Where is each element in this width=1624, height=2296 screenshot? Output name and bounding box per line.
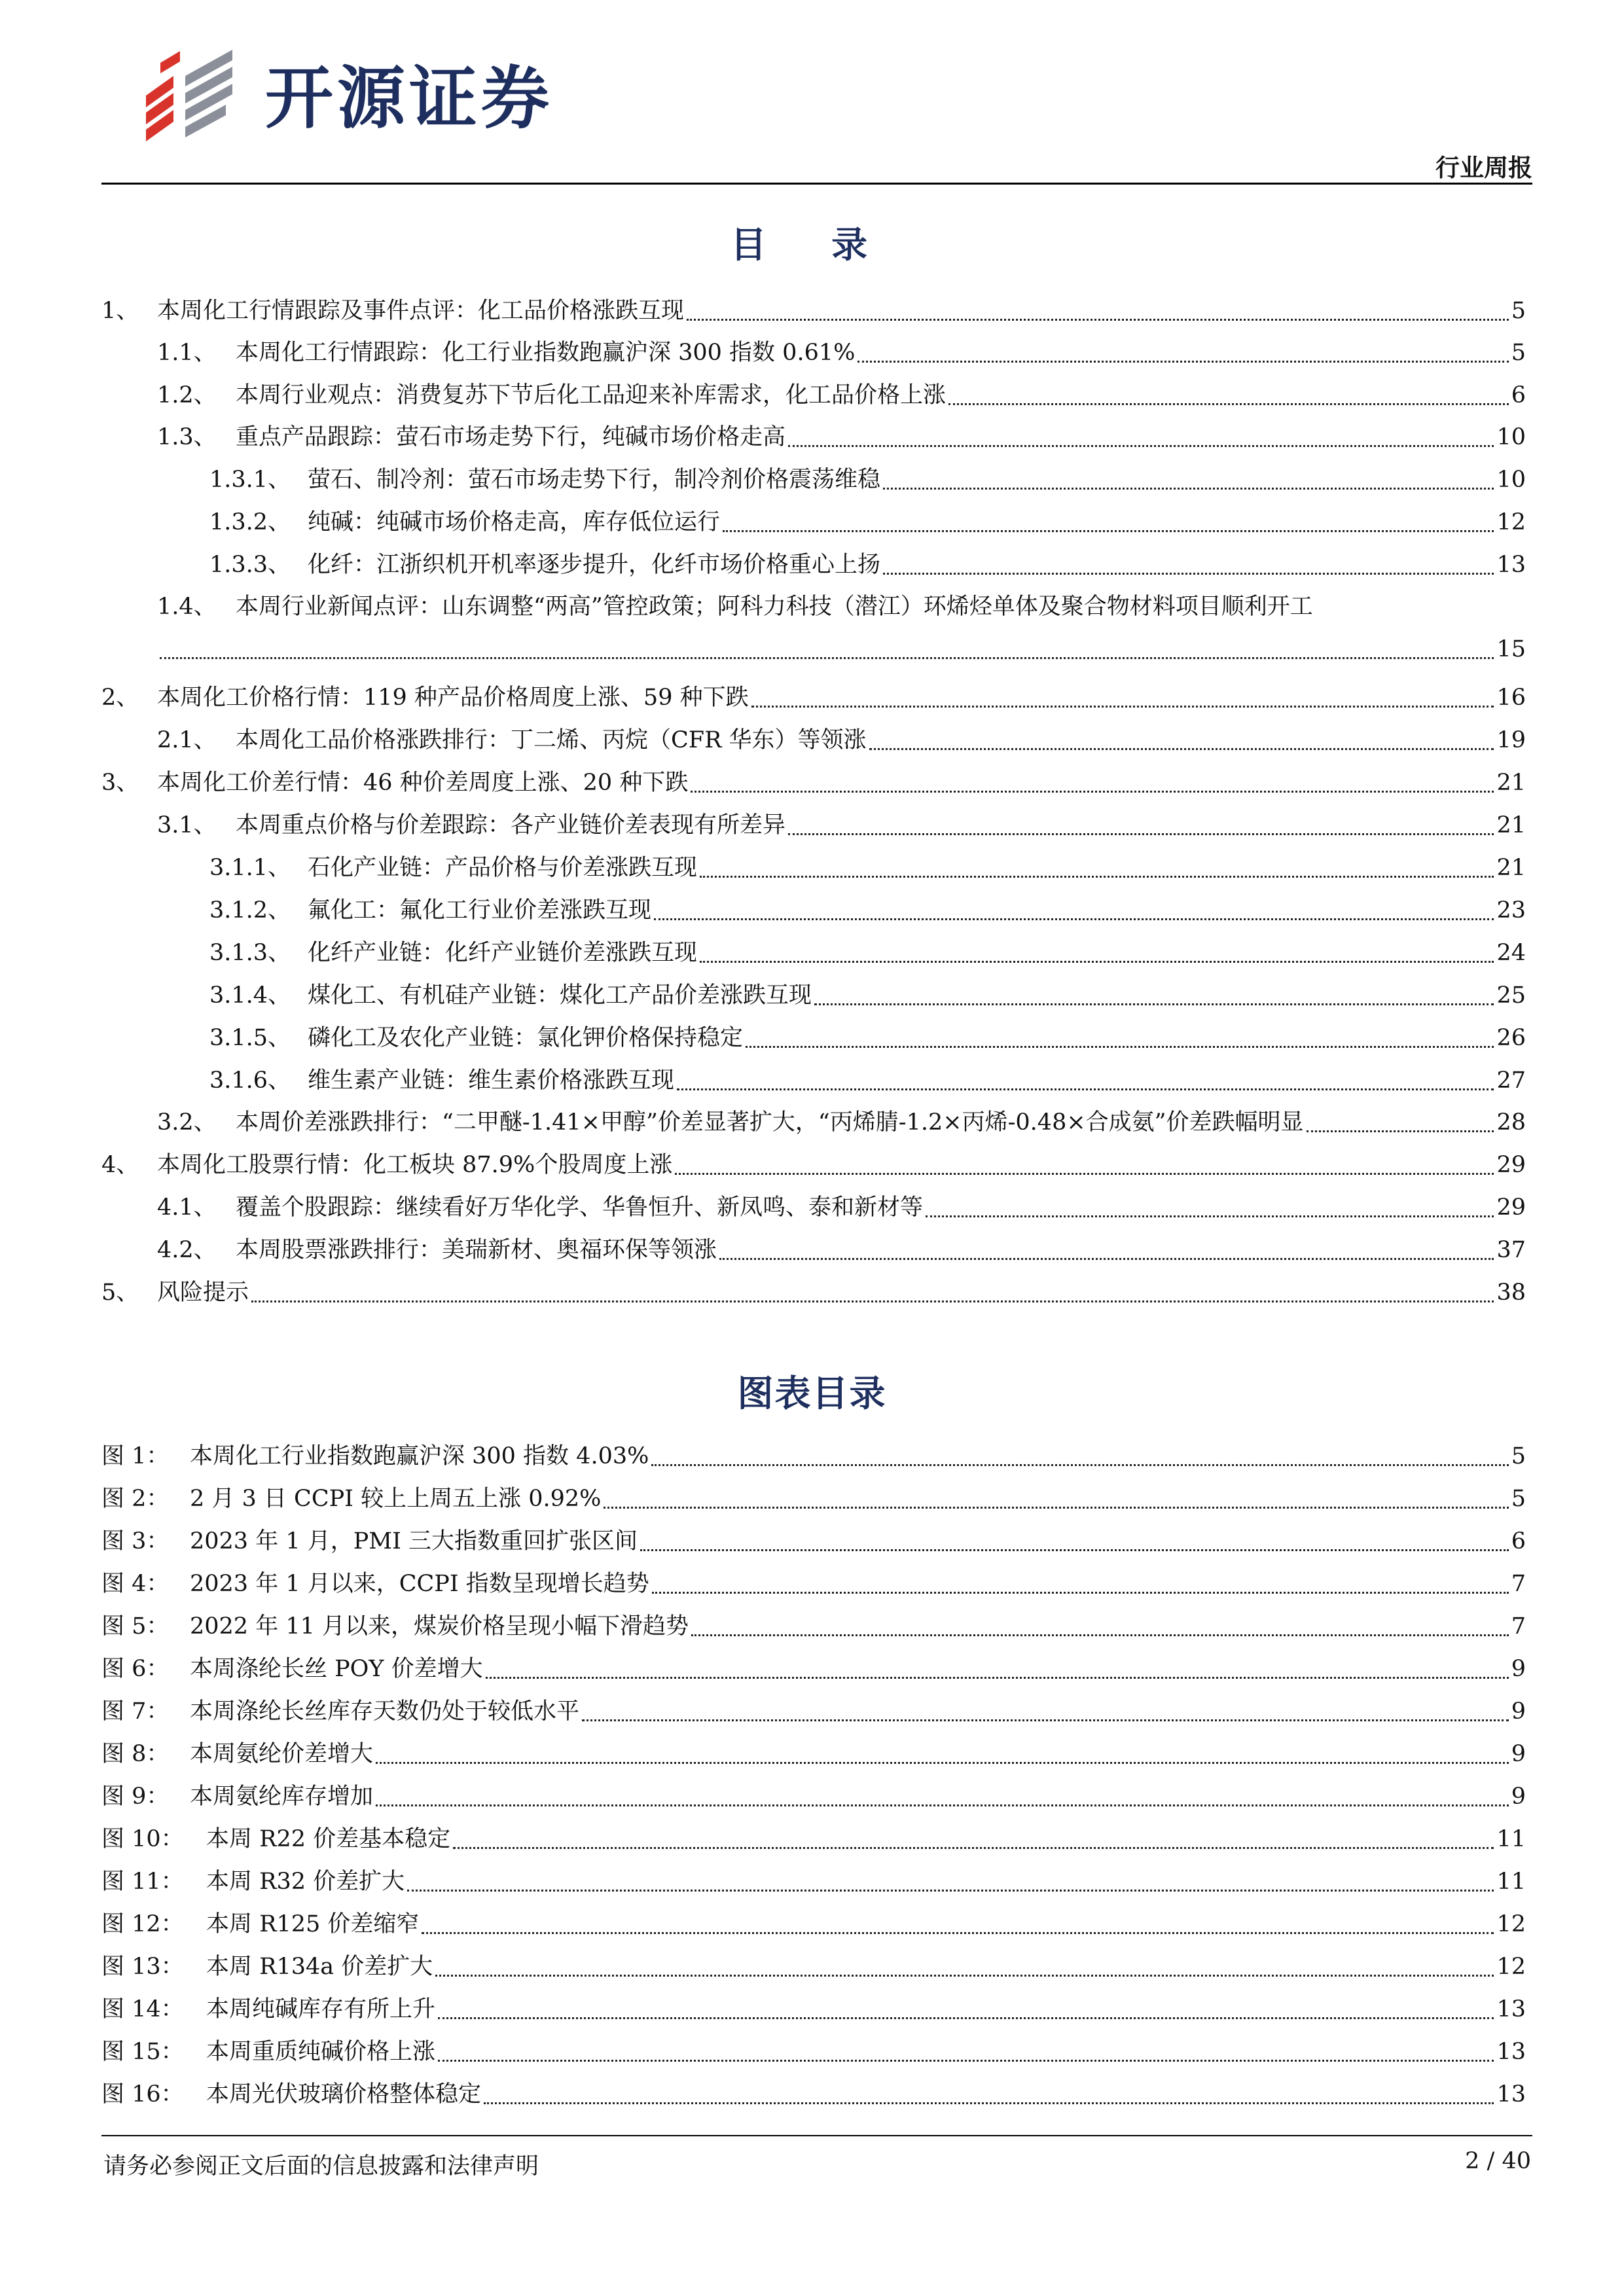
figure-entry-number: 图 5： [101,1613,170,1640]
figure-entry[interactable] [101,1779,1526,1812]
figure-entry-page: 7 [1511,1613,1526,1640]
figure-entry-number: 图 8： [101,1740,170,1767]
toc-entry-page: 15 [1496,636,1526,662]
figure-entry-page: 5 [1511,1485,1526,1512]
figure-entry-number: 图 6： [101,1655,170,1682]
leader-dots [438,2059,1494,2062]
toc-entry[interactable] [101,1105,1526,1138]
toc-entry-title: 本周化工行情跟踪：化工行业指数跑赢沪深 300 指数 0.61% [236,339,856,366]
toc-entry[interactable] [101,1275,1526,1308]
page-number: 2 / 40 [1465,2148,1531,2174]
figure-entry-title: 2022 年 11 月以来，煤炭价格呈现小幅下滑趋势 [190,1613,689,1640]
toc-entry-page: 13 [1496,551,1526,578]
toc-entry[interactable] [101,420,1526,452]
leader-dots [251,1300,1494,1302]
toc-entry-title: 本周重点价格与价差跟踪：各产业链价差表现有所差异 [236,812,786,838]
toc-entry-title: 本周行业新闻点评：山东调整“两高”管控政策；阿科力科技（潜江）环烯烃单体及聚合物材料项目顺利开工 [236,593,1313,620]
toc-entry[interactable] [101,1232,1526,1265]
figure-entry-number: 图 11： [101,1868,184,1895]
leader-dots [438,2017,1494,2019]
toc-entry-number: 5、 [101,1279,139,1306]
figure-entry-number: 图 3： [101,1528,170,1554]
leader-dots [160,656,1494,659]
figure-entry-number: 图 9： [101,1783,170,1810]
toc-entry-page: 26 [1496,1024,1526,1051]
toc-entry[interactable] [101,893,1526,925]
leader-dots [422,1931,1494,1934]
figure-entry-number: 图 16： [101,2081,184,2108]
figure-list-title: 图表目录 [737,1372,887,1414]
figure-entry-page: 9 [1511,1655,1526,1682]
leader-dots [435,1974,1494,1977]
toc-entry-title: 本周股票涨跌排行：美瑞新材、奥福环保等领涨 [236,1236,717,1263]
toc-entry-number: 3.1.2、 [209,897,291,924]
leader-dots [751,705,1494,708]
toc-entry-title: 本周化工品价格涨跌排行：丁二烯、丙烷（CFR 华东）等领涨 [236,726,867,753]
toc-entry-number: 3、 [101,769,139,796]
toc-entry-page: 5 [1511,297,1526,324]
leader-dots [651,1463,1508,1466]
toc-entry-page: 21 [1496,769,1526,796]
toc-entry-title: 本周化工价差行情：46 种价差周度上涨、20 种下跌 [157,769,689,796]
toc-entry-number: 2.1、 [157,726,217,753]
leader-dots [640,1549,1509,1551]
leader-dots [407,1889,1494,1892]
figure-entry-number: 图 10： [101,1825,184,1852]
leader-dots [883,572,1494,575]
figure-entry-page: 13 [1496,2038,1526,2065]
toc-entry[interactable] [101,680,1526,713]
toc-entry[interactable] [101,1020,1526,1053]
toc-entry-number: 1.3.1、 [209,466,291,493]
figure-entry[interactable] [101,2077,1526,2109]
figure-entry[interactable] [101,1481,1526,1514]
toc-entry-number: 1.4、 [157,593,217,620]
toc-entry-number: 4.1、 [157,1194,217,1221]
figure-entry[interactable] [101,1524,1526,1556]
toc-entry[interactable] [101,293,1526,326]
report-type: 行业周报 [1435,154,1532,182]
toc-entry-title: 风险提示 [157,1279,249,1306]
toc-entry[interactable] [101,935,1526,968]
figure-entry-page: 9 [1511,1698,1526,1725]
toc-entry-number: 4、 [101,1151,139,1178]
leader-dots [700,960,1494,963]
figure-entry-number: 图 7： [101,1698,170,1725]
leader-dots [691,790,1494,793]
figure-entry-title: 2023 年 1 月以来，CCPI 指数呈现增长趋势 [190,1570,649,1597]
toc-entry-page: 16 [1496,684,1526,711]
toc-entry-number: 3.1.3、 [209,939,291,966]
figure-entry[interactable] [101,1907,1526,1939]
figure-entry[interactable] [101,1694,1526,1727]
figure-entry-page: 12 [1496,1910,1526,1937]
leader-dots [723,529,1494,532]
figure-entry-number: 图 14： [101,1996,184,2022]
figure-entry-number: 图 2： [101,1485,170,1512]
toc-entry[interactable] [101,808,1526,840]
toc-entry-page: 25 [1496,982,1526,1009]
toc-entry[interactable] [101,1063,1526,1096]
toc-entry-title: 萤石、制冷剂：萤石市场走势下行，制冷剂价格震荡维稳 [308,466,881,493]
figure-entry-title: 本周 R134a 价差扩大 [206,1953,433,1980]
toc-entry-title: 维生素产业链：维生素价格涨跌互现 [308,1067,675,1094]
figure-entry[interactable] [101,1439,1526,1471]
figure-entry-title: 本周光伏玻璃价格整体稳定 [206,2081,482,2108]
toc-entry[interactable] [101,335,1526,368]
toc-entry[interactable] [101,850,1526,883]
toc-entry-page: 6 [1511,382,1526,408]
toc-entry-number: 3.1.1、 [209,854,291,881]
leader-dots [376,1761,1509,1764]
figure-entry-number: 图 15： [101,2038,184,2065]
figure-entry-page: 13 [1496,1996,1526,2022]
toc-entry[interactable] [157,589,1526,622]
figure-entry-number: 图 13： [101,1953,184,1980]
leader-dots [376,1804,1509,1806]
figure-entry[interactable] [101,1864,1526,1897]
leader-dots [484,2102,1494,2104]
figure-entry-title: 本周氨纶库存增加 [190,1783,374,1810]
figure-entry-page: 6 [1511,1528,1526,1554]
figure-entry[interactable] [101,1736,1526,1769]
toc-entry-continuation[interactable] [157,632,1526,664]
toc-entry[interactable] [101,1190,1526,1223]
toc-entry-page: 10 [1496,423,1526,450]
toc-entry-number: 1.3.3、 [209,551,291,578]
toc-entry-title: 化纤：江浙织机开机率逐步提升，化纤市场价格重心上扬 [308,551,881,578]
figure-entry-number: 图 4： [101,1570,170,1597]
company-name: 开源证券 [265,58,554,138]
figure-entry-title: 2 月 3 日 CCPI 较上上周五上涨 0.92% [190,1485,602,1512]
toc-entry-number: 3.1、 [157,812,217,838]
toc-entry-page: 29 [1496,1194,1526,1221]
toc-entry-page: 38 [1496,1279,1526,1306]
figure-entry-page: 5 [1511,1443,1526,1469]
figure-entry-title: 本周涤纶长丝库存天数仍处于较低水平 [190,1698,580,1725]
leader-dots [486,1676,1509,1679]
leader-dots [675,1172,1494,1175]
leader-dots [883,487,1494,490]
toc-entry[interactable] [101,462,1526,495]
figure-entry[interactable] [101,1949,1526,1982]
toc-entry-number: 1.1、 [157,339,217,366]
toc-entry-page: 19 [1496,726,1526,753]
toc-entry[interactable] [101,723,1526,755]
toc-entry-title: 纯碱：纯碱市场价格走高，库存低位运行 [308,509,721,535]
leader-dots [746,1045,1494,1048]
toc-entry-number: 3.2、 [157,1109,217,1136]
figure-entry-number: 图 12： [101,1910,184,1937]
toc-entry-number: 3.1.5、 [209,1024,291,1051]
logo-mark-icon [134,50,245,148]
leader-dots [582,1719,1509,1721]
toc-entry-title: 本周化工股票行情：化工板块 87.9%个股周度上涨 [157,1151,673,1178]
figure-entry-title: 本周 R125 价差缩窄 [206,1910,420,1937]
toc-entry[interactable] [101,505,1526,537]
figure-entry-page: 13 [1496,2081,1526,2108]
header-rule [101,183,1532,185]
leader-dots [654,918,1494,920]
toc-entry-page: 27 [1496,1067,1526,1094]
leader-dots [700,875,1494,878]
leader-dots [687,318,1509,321]
toc-entry-number: 1、 [101,297,139,324]
figure-entry-page: 9 [1511,1740,1526,1767]
toc-entry-page: 12 [1496,509,1526,535]
leader-dots [652,1591,1509,1594]
leader-dots [926,1215,1494,1217]
toc-entry-title: 本周化工行情跟踪及事件点评：化工品价格涨跌互现 [157,297,685,324]
figure-entry[interactable] [101,1566,1526,1599]
figure-entry-title: 2023 年 1 月，PMI 三大指数重回扩张区间 [190,1528,638,1554]
toc-entry-number: 1.3.2、 [209,509,291,535]
leader-dots [948,403,1509,405]
toc-entry-number: 4.2、 [157,1236,217,1263]
figure-entry-page: 11 [1496,1825,1526,1852]
toc-entry-page: 28 [1496,1109,1526,1136]
leader-dots [677,1088,1494,1090]
figure-entry-title: 本周氨纶价差增大 [190,1740,374,1767]
toc-entry-title: 石化产业链：产品价格与价差涨跌互现 [308,854,698,881]
toc-entry[interactable] [101,547,1526,580]
toc-entry-page: 21 [1496,854,1526,881]
figure-entry-title: 本周化工行业指数跑赢沪深 300 指数 4.03% [190,1443,649,1469]
figure-entry[interactable] [101,2034,1526,2067]
leader-dots [857,360,1508,363]
toc-title: 目 录 [730,224,894,266]
toc-entry-number: 1.3、 [157,423,217,450]
toc-entry-title: 氟化工：氟化工行业价差涨跌互现 [308,897,652,924]
toc-entry-title: 本周化工价格行情：119 种产品价格周度上涨、59 种下跌 [157,684,749,711]
toc-entry-number: 3.1.4、 [209,982,291,1009]
leader-dots [814,1003,1494,1005]
toc-entry-title: 磷化工及农化产业链：氯化钾价格保持稳定 [308,1024,744,1051]
footer-disclaimer: 请务必参阅正文后面的信息披露和法律声明 [103,2153,539,2179]
toc-entry-page: 23 [1496,897,1526,924]
leader-dots [788,444,1494,447]
toc-entry-title: 本周价差涨跌排行：“二甲醚-1.41×甲醇”价差显著扩大，“丙烯腈-1.2×丙烯-0.48×合成氨”价差跌幅明显 [236,1109,1304,1136]
toc-entry-page: 24 [1496,939,1526,966]
figure-entry-page: 7 [1511,1570,1526,1597]
figure-entry-title: 本周 R32 价差扩大 [206,1868,405,1895]
toc-entry-number: 1.2、 [157,382,217,408]
figure-entry-title: 本周重质纯碱价格上涨 [206,2038,436,2065]
toc-entry-title: 本周行业观点：消费复苏下节后化工品迎来补库需求，化工品价格上涨 [236,382,947,408]
toc-entry-title: 煤化工、有机硅产业链：煤化工产品价差涨跌互现 [308,982,812,1009]
toc-entry-page: 10 [1496,466,1526,493]
toc-entry-title: 覆盖个股跟踪：继续看好万华化学、华鲁恒升、新凤鸣、泰和新材等 [236,1194,924,1221]
leader-dots [604,1506,1508,1509]
leader-dots [869,747,1494,750]
leader-dots [788,833,1494,835]
leader-dots [1307,1130,1494,1132]
toc-entry-number: 3.1.6、 [209,1067,291,1094]
toc-entry-title: 重点产品跟踪：萤石市场走势下行，纯碱市场价格走高 [236,423,786,450]
figure-entry-page: 11 [1496,1868,1526,1895]
toc-entry[interactable] [101,978,1526,1011]
leader-dots [453,1846,1494,1849]
toc-entry-number: 2、 [101,684,139,711]
leader-dots [691,1634,1509,1636]
figure-entry[interactable] [101,1992,1526,2024]
figure-entry-title: 本周纯碱库存有所上升 [206,1996,436,2022]
figure-entry-page: 12 [1496,1953,1526,1980]
figure-entry-number: 图 1： [101,1443,170,1469]
toc-entry-page: 21 [1496,812,1526,838]
figure-entry-page: 9 [1511,1783,1526,1810]
figure-entry-title: 本周 R22 价差基本稳定 [206,1825,451,1852]
figure-entry-title: 本周涤纶长丝 POY 价差增大 [190,1655,483,1682]
toc-entry[interactable] [101,1147,1526,1180]
figure-entry[interactable] [101,1651,1526,1684]
toc-entry-title: 化纤产业链：化纤产业链价差涨跌互现 [308,939,698,966]
toc-entry[interactable] [101,765,1526,798]
toc-entry[interactable] [101,378,1526,410]
leader-dots [719,1257,1494,1260]
toc-entry-page: 37 [1496,1236,1526,1263]
toc-entry-page: 5 [1511,339,1526,366]
footer-rule [101,2135,1532,2136]
figure-entry[interactable] [101,1609,1526,1641]
toc-entry-page: 29 [1496,1151,1526,1178]
figure-entry[interactable] [101,1821,1526,1854]
